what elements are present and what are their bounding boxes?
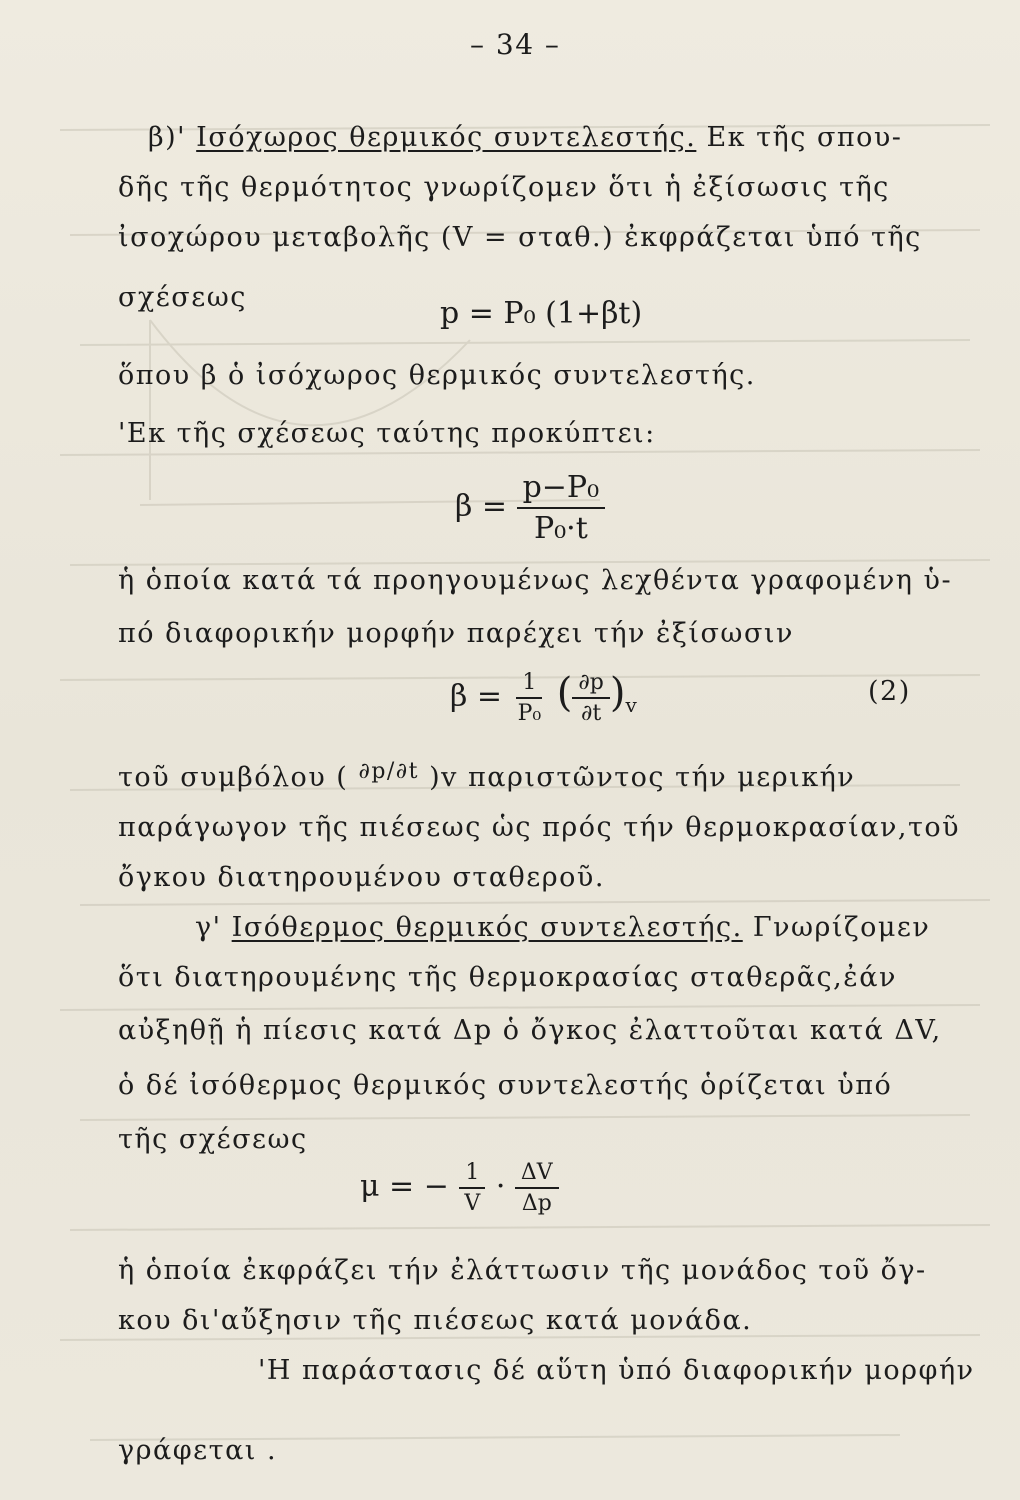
formula-4-b-denominator: Δp bbox=[521, 1191, 552, 1216]
formula-4-lhs: μ = − bbox=[360, 1169, 449, 1204]
paragraph-line: παράγωγον τῆς πιέσεως ὡς πρός τήν θερμοκρασίαν,τοῦ bbox=[118, 812, 961, 843]
paragraph-line: ἰσοχώρου μεταβολῆς (V = σταθ.) ἐκφράζεται ὑπό τῆς bbox=[118, 222, 922, 253]
formula-4-fraction-a bbox=[458, 1160, 486, 1216]
equation-number: (2) bbox=[868, 676, 911, 707]
text-span: τοῦ συμβόλου ( bbox=[118, 762, 349, 793]
formula-3-numerator: 1 bbox=[516, 670, 542, 699]
formula-4-b-numerator: ΔV bbox=[515, 1160, 559, 1189]
paragraph-line: ὄγκου διατηρουμένου σταθεροῦ. bbox=[118, 862, 605, 893]
paragraph-line: πό διαφορικήν μορφήν παρέχει τήν ἐξίσωσιν bbox=[118, 618, 794, 649]
formula-3-denominator: P₀ bbox=[517, 701, 542, 726]
formula-3-subscript: v bbox=[625, 693, 637, 717]
paragraph-line: ὅπου β ὁ ἰσόχωρος θερμικός συντελεστής. bbox=[118, 360, 756, 391]
paragraph-line bbox=[195, 912, 930, 943]
paragraph-line: δῆς τῆς θερμότητος γνωρίζομεν ὅτι ἡ ἐξίσωσις τῆς bbox=[118, 172, 890, 203]
paragraph-line: γράφεται . bbox=[118, 1435, 278, 1466]
formula-1: p = P₀ (1+βt) bbox=[440, 296, 643, 331]
formula-4-a-denominator: V bbox=[464, 1191, 481, 1216]
paragraph-line bbox=[148, 122, 902, 153]
paragraph-line: ἡ ὁποία ἐκφράζει τήν ἐλάττωσιν τῆς μονάδος τοῦ ὄγ- bbox=[118, 1255, 927, 1286]
formula-3-partial-denominator: ∂t bbox=[580, 701, 602, 726]
text-span: Γνωρίζομεν bbox=[752, 912, 931, 943]
partial-symbol: ∂p/∂t bbox=[358, 759, 420, 784]
formula-4: μ = − $\frac{1}{V}$ · $\frac{\Delta V}{\Delta p}$ bbox=[360, 1160, 559, 1216]
paragraph-line: τῆς σχέσεως bbox=[118, 1124, 308, 1155]
paragraph-line: ὁ δέ ἰσόθερμος θερμικός συντελεστής ὁρίζεται ὑπό bbox=[118, 1070, 893, 1101]
paragraph-line: ἡ ὁποία κατά τά προηγουμένως λεχθέντα γραφομένη ὑ- bbox=[118, 565, 953, 596]
formula-3-fraction bbox=[512, 670, 548, 726]
formula-4-a-numerator: 1 bbox=[459, 1160, 485, 1189]
section-heading: Ισόχωρος θερμικός συντελεστής. bbox=[196, 122, 697, 153]
section-marker: β)' bbox=[148, 122, 187, 153]
formula-3-lhs: β = bbox=[450, 679, 503, 714]
formula-2 bbox=[455, 470, 605, 546]
formula-3-partial-numerator: ∂p bbox=[572, 670, 609, 699]
section-heading: Ισόθερμος θερμικός συντελεστής. bbox=[231, 912, 743, 943]
formula-2-numerator: p−P₀ bbox=[517, 470, 606, 509]
paragraph-line: κου δι'αὔξησιν τῆς πιέσεως κατά μονάδα. bbox=[118, 1305, 753, 1336]
formula-3-partial bbox=[572, 670, 609, 726]
text-span: Εκ τῆς σπου- bbox=[706, 122, 903, 153]
formula-3: β = $\frac{1}{\text{P₀}}$ ( $\frac{\partial p}{\partial t}$ )$_v$ bbox=[450, 670, 637, 726]
paragraph-line: αὐξηθῇ ἡ πίεσις κατά Δp ὁ ὄγκος ἐλαττοῦται κατά ΔV, bbox=[118, 1015, 942, 1046]
text-span: )v παριστῶντος τήν μερικήν bbox=[429, 762, 856, 793]
formula-4-fraction-b bbox=[515, 1160, 559, 1216]
paragraph-line: ὅτι διατηρουμένης τῆς θερμοκρασίας σταθερᾶς,ἐάν bbox=[118, 962, 897, 993]
formula-2-lhs: β = bbox=[455, 489, 508, 524]
paragraph-line bbox=[118, 759, 856, 793]
paragraph-line: σχέσεως bbox=[118, 282, 247, 313]
page-number: – 34 – bbox=[470, 28, 561, 61]
paragraph-line: 'Εκ τῆς σχέσεως ταύτης προκύπτει: bbox=[118, 418, 656, 449]
section-marker: γ' bbox=[195, 912, 222, 943]
formula-2-fraction bbox=[517, 470, 606, 546]
paragraph-line: 'Η παράστασις δέ αὕτη ὑπό διαφορικήν μορφήν bbox=[258, 1355, 975, 1386]
formula-2-denominator: P₀·t bbox=[533, 511, 588, 546]
